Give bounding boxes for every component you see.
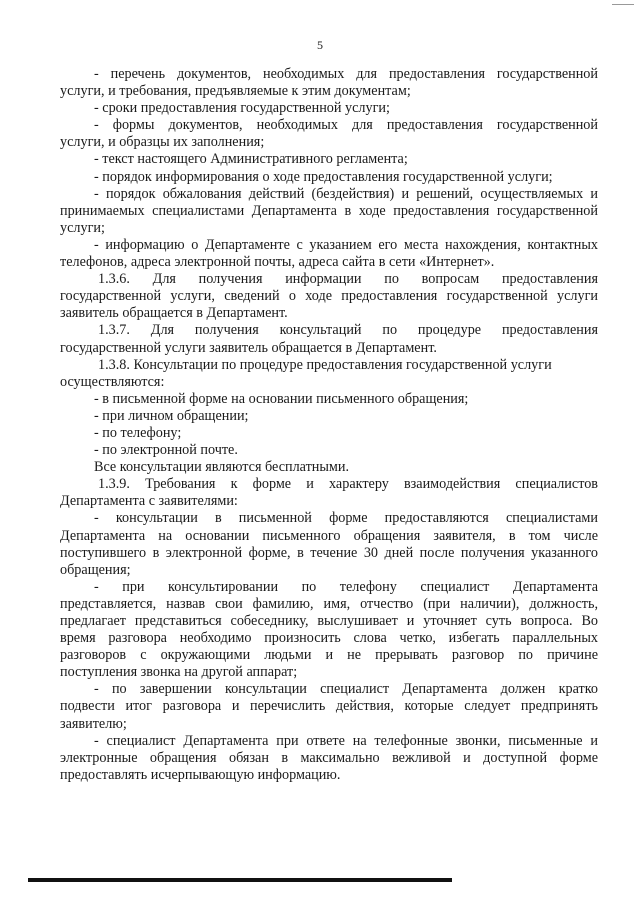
text-line: заявителю; bbox=[60, 715, 127, 732]
text-line: - по электронной почте. bbox=[94, 442, 238, 459]
text-line: осуществляются: bbox=[60, 373, 165, 390]
text-line: разговоров с окружающими людьми и не прерывать разговор по причине bbox=[60, 647, 598, 664]
text-line: услуги, и требования, предъявляемые к этим документам; bbox=[60, 83, 411, 100]
text-line: 1.3.7. Для получения консультаций по процедуре предоставления bbox=[98, 322, 598, 339]
text-line: государственной услуги заявитель обращается в Департамент. bbox=[60, 339, 437, 356]
text-line: - по телефону; bbox=[94, 424, 182, 441]
text-line: - при личном обращении; bbox=[94, 407, 249, 424]
text-line: - по завершении консультации специалист Департамента должен кратко bbox=[94, 681, 598, 698]
text-line: - порядок обжалования действий (бездействия) и решений, осуществляемых и bbox=[94, 185, 598, 202]
text-line: государственной услуги, сведений о ходе предоставления государственной услуги bbox=[60, 288, 598, 305]
text-line: - перечень документов, необходимых для предоставления государственной bbox=[94, 66, 598, 82]
text-line: - консультации в письменной форме предоставляются специалистами bbox=[94, 510, 598, 527]
text-line: - специалист Департамента при ответе на телефонные звонки, письменные и bbox=[94, 732, 598, 749]
scan-bottom-bar bbox=[28, 878, 452, 882]
text-line: - текст настоящего Административного регламента; bbox=[94, 151, 408, 168]
document-body bbox=[60, 66, 598, 784]
text-line: поступившего в электронной форме, в течение 30 дней после получения указанного bbox=[60, 544, 598, 561]
text-line: Департамента на основании письменного обращения заявителя, в том числе bbox=[60, 527, 598, 544]
text-line: заявитель обращается в Департамент. bbox=[60, 305, 288, 322]
text-line: - формы документов, необходимых для предоставления государственной bbox=[94, 117, 598, 134]
text-line: предоставлять исчерпывающую информацию. bbox=[60, 766, 341, 783]
text-line: 1.3.6. Для получения информации по вопросам предоставления bbox=[98, 271, 598, 288]
text-line: - при консультировании по телефону специалист Департамента bbox=[94, 578, 598, 595]
text-line: предлагает представиться собеседнику, выслушивает и уточняет суть вопроса. Во bbox=[60, 613, 598, 629]
text-line: - информацию о Департаменте с указанием его места нахождения, контактных bbox=[94, 236, 598, 253]
scan-corner-mark bbox=[612, 4, 634, 5]
text-line: подвести итог разговора и перечислить действия, которые следует предпринять bbox=[60, 698, 598, 715]
text-line: 1.3.8. Консультации по процедуре предоставления государственной услуги bbox=[98, 356, 552, 373]
text-line: - в письменной форме на основании письменного обращения; bbox=[94, 390, 469, 407]
text-line: Все консультации являются бесплатными. bbox=[94, 459, 350, 476]
text-line: поступления звонка на другой аппарат; bbox=[60, 664, 298, 681]
text-line: - порядок информирования о ходе предоставления государственной услуги; bbox=[94, 168, 553, 185]
page-number: 5 bbox=[317, 38, 323, 52]
text-line: услуги; bbox=[60, 219, 105, 236]
text-line: услуги, и образцы их заполнения; bbox=[60, 134, 265, 151]
text-line: Департамента с заявителями: bbox=[60, 493, 238, 510]
text-line: принимаемых специалистами Департамента в ходе предоставления государственной bbox=[60, 202, 598, 219]
text-line: электронные обращения обязан в максимально вежливой и доступной форме bbox=[60, 749, 598, 766]
text-line: время разговора необходимо произносить слова четко, избегать параллельных bbox=[60, 630, 598, 647]
text-line: телефонов, адреса электронной почты, адреса сайта в сети «Интернет». bbox=[60, 254, 495, 271]
text-line: - сроки предоставления государственной услуги; bbox=[94, 100, 390, 117]
text-line: 1.3.9. Требования к форме и характеру взаимодействия специалистов bbox=[98, 476, 598, 493]
text-line: представляется, назвав свои фамилию, имя, отчество (при наличии), должность, bbox=[60, 595, 598, 612]
text-line: обращения; bbox=[60, 561, 131, 578]
